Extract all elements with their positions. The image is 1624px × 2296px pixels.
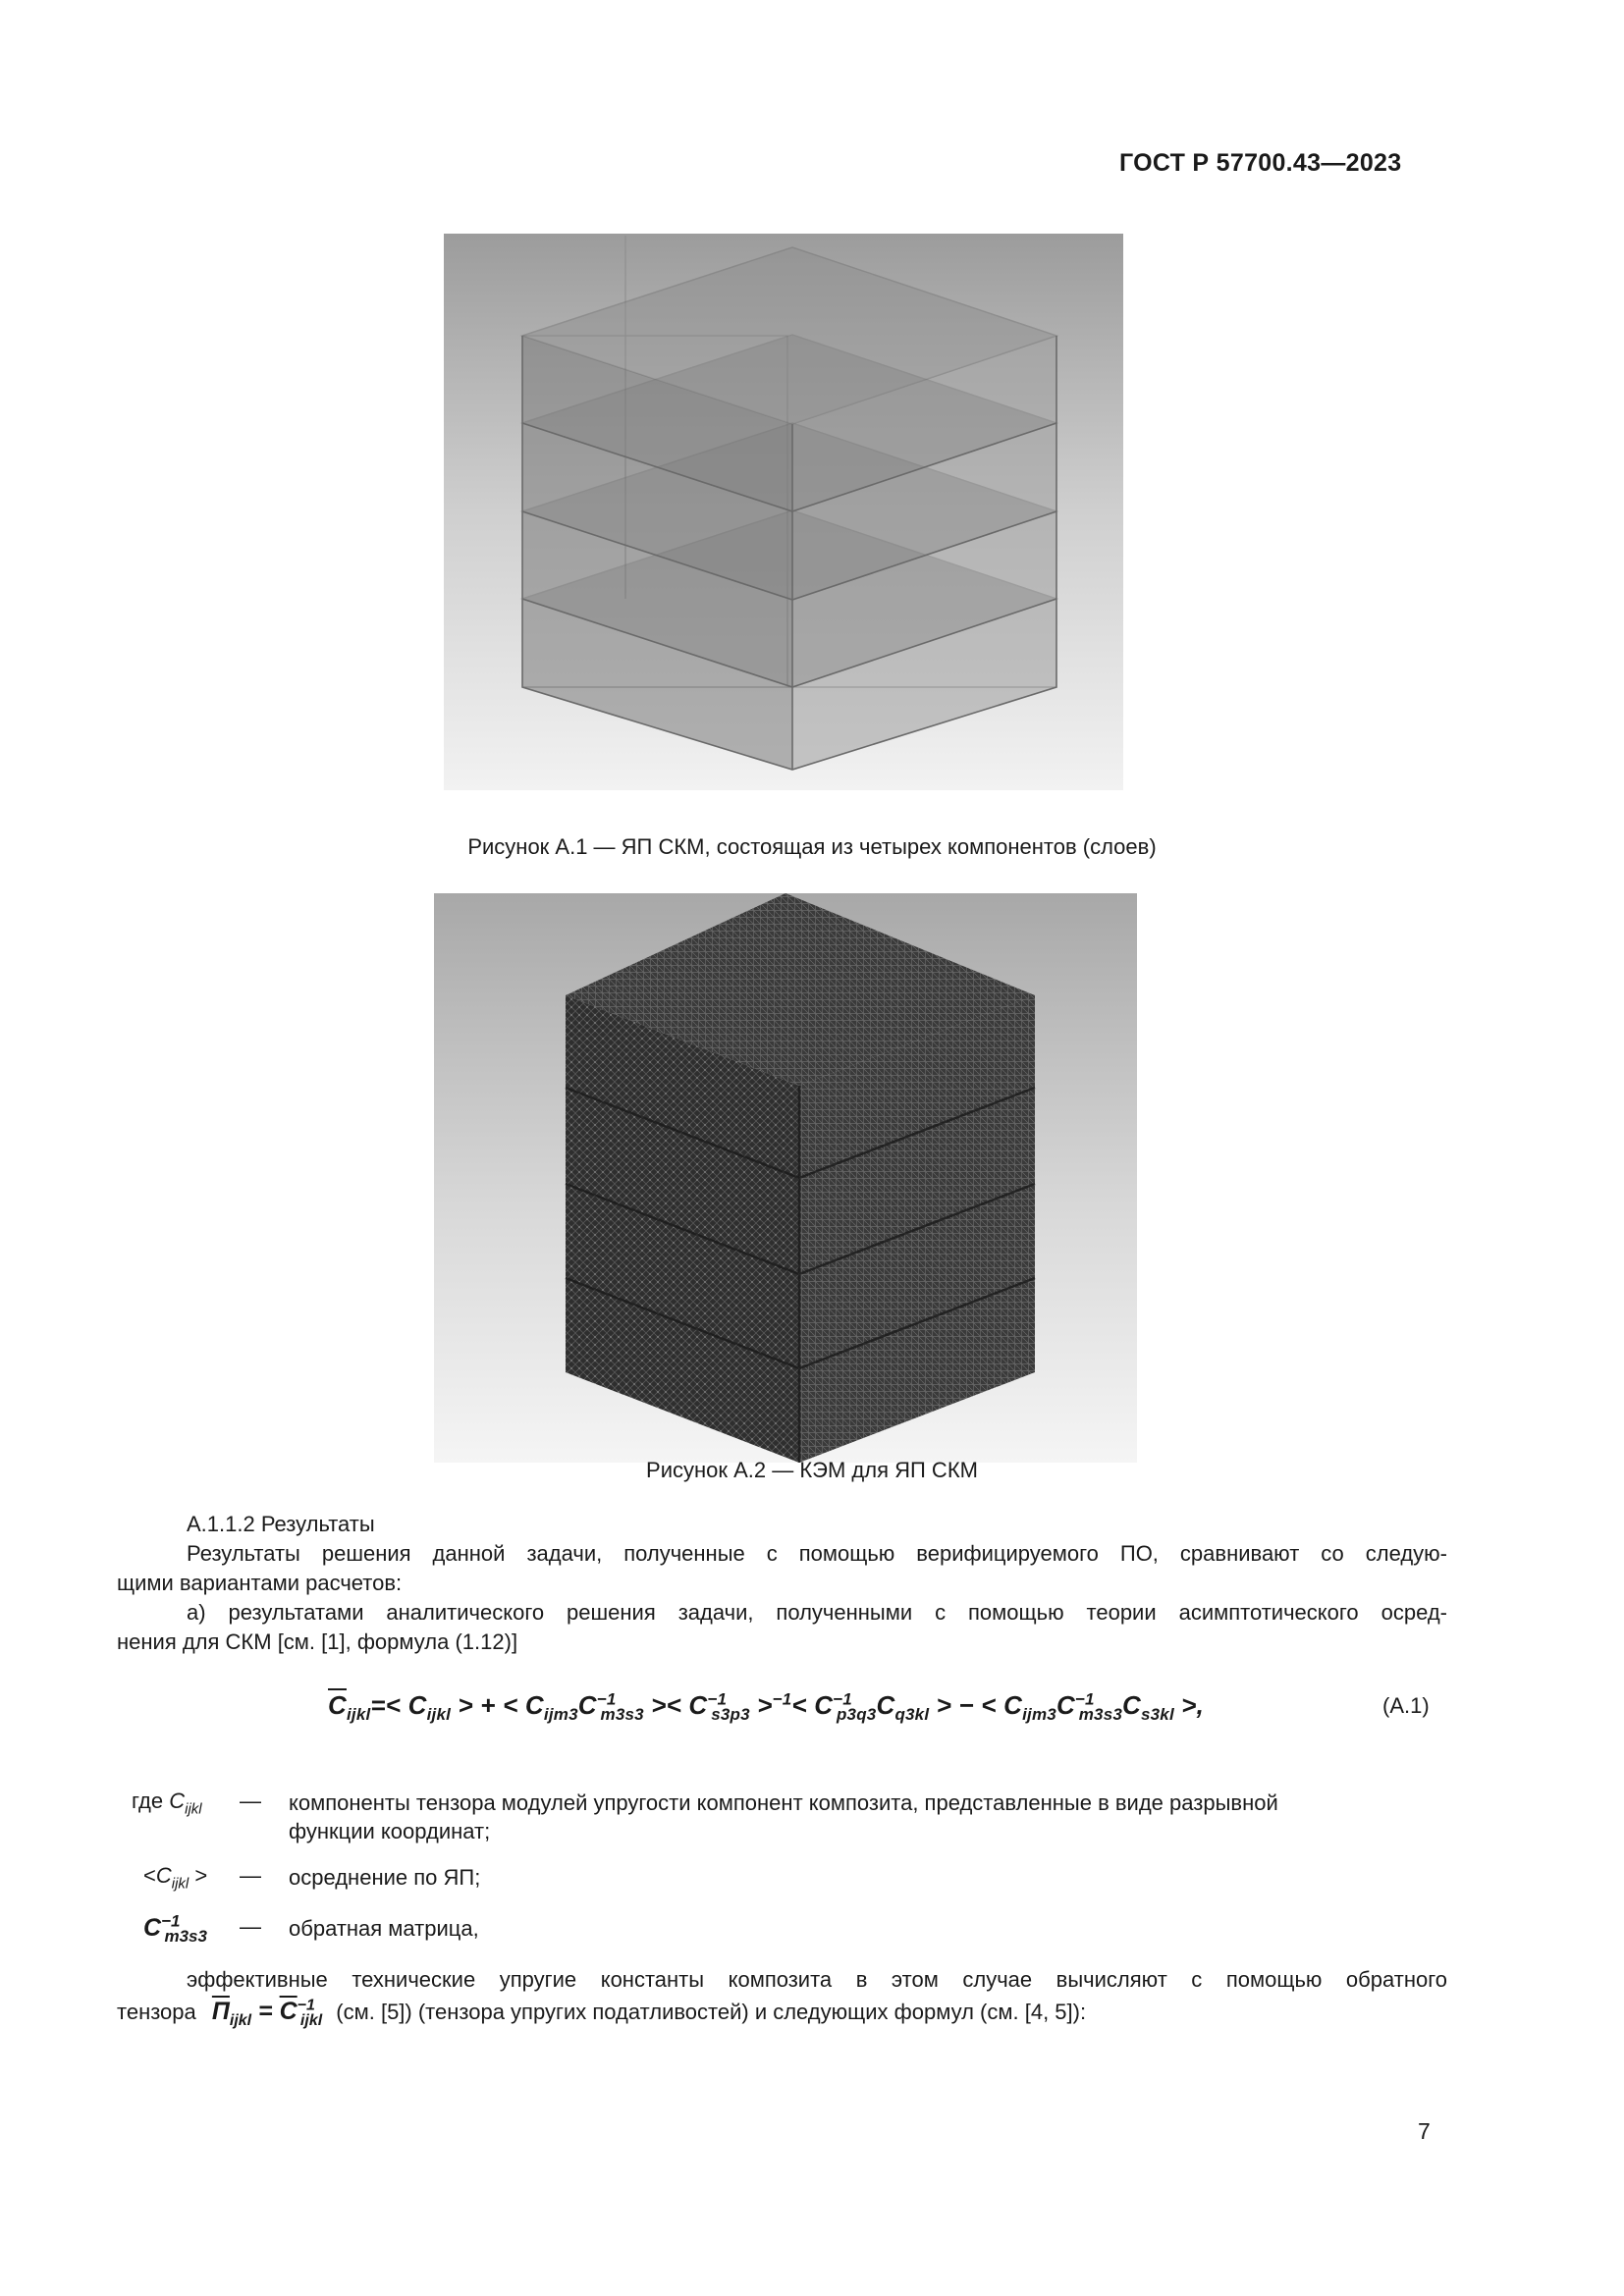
eq-t4b: C [876,1690,895,1720]
definition-1-line-2: функции координат; [289,1819,491,1843]
layered-cube-drawing [444,234,1123,790]
closing-line-2 [117,1997,1086,2027]
eq-op6: >, [1173,1690,1205,1720]
figure2-caption: Рисунок А.2 — КЭМ для ЯП СКМ [646,1458,978,1482]
eq-t2a-sub: ijm3 [543,1705,578,1725]
closing-line-1: эффективные технические упругие константы композита в этом случае вычисляют с помощью обратного [187,1967,1447,1992]
eq-t3-sub: s3p3 [711,1705,750,1725]
def3-sub: m3s3 [164,1927,207,1946]
equation-a1 [328,1689,1205,1725]
definition-1-term [132,1789,202,1818]
meshed-cube-drawing [434,893,1137,1463]
document-header: ГОСТ Р 57700.43—2023 [1119,149,1402,177]
def2-sub: ijkl [171,1875,189,1893]
definition-2-dash: — [240,1863,261,1888]
eq-t1-sub: ijkl [426,1705,452,1725]
def2-close: > [189,1863,208,1888]
eq-t2a: C [524,1690,544,1720]
closing-p-sub: ijkl [229,2012,252,2029]
closing-c-symbol: $\overline{C}$ [279,1998,298,2025]
closing-p-symbol: П [211,1998,230,2025]
eq-lhs-symbol: $\overline{C}$ [328,1690,347,1720]
def1-sub: ijkl [185,1800,202,1818]
equation-number: (А.1) [1382,1693,1430,1718]
eq-t4a-sub: p3q3 [836,1705,877,1725]
eq-t5a: C [1003,1690,1023,1720]
closing-c-sub: ijkl [299,2012,323,2029]
eq-t5b-sub: m3s3 [1078,1705,1122,1725]
eq-t2b-sub: m3s3 [600,1705,644,1725]
eq-op3: > [749,1690,773,1720]
figure-meshed-cube [434,893,1137,1463]
eq-t5b: C [1056,1690,1075,1720]
eq-t4b-sub: q3kl [894,1705,930,1725]
closing-suffix: (см. [5]) (тензора упругих податливостей) и следующих формул (см. [4, 5]): [336,2000,1087,2024]
eq-t4a: C [814,1690,834,1720]
def3-symbol: C [143,1914,162,1942]
definition-1-line-1: компоненты тензора модулей упругости компонент композита, представленные в виде разрывной [289,1790,1278,1815]
page-number: 7 [1418,2118,1431,2144]
definition-3-term [143,1911,207,1946]
closing-prefix: тензора [117,2000,196,2024]
def2-open: < [143,1863,156,1888]
eq-t2b-sup: −1 [596,1689,617,1709]
definition-2-term [143,1863,208,1893]
eq-t5c: C [1122,1690,1141,1720]
eq-equals: =< [370,1690,402,1720]
definition-2-text: осреднение по ЯП; [289,1865,481,1890]
eq-t5b-sup: −1 [1074,1689,1095,1709]
paragraph-1-line-1: Результаты решения данной задачи, полученные с помощью верифицируемого ПО, сравнивают со следую- [187,1541,1447,1566]
eq-op5: > − < [929,1690,1004,1720]
figure1-caption: Рисунок А.1 — ЯП СКМ, состоящая из четырех компонентов (слоев) [467,834,1157,859]
eq-op3-sup: −1 [772,1689,792,1709]
def1-symbol: C [169,1789,186,1813]
closing-c-sup: −1 [297,1997,315,2014]
eq-t5a-sub: ijm3 [1022,1705,1056,1725]
def3-sup: −1 [161,1911,181,1931]
figure-layered-cube [444,234,1123,790]
eq-op4: < [791,1690,815,1720]
eq-t2b: C [577,1690,597,1720]
eq-lhs-sub: ijkl [346,1705,371,1725]
paragraph-2-line-2: нения для СКМ [см. [1], формула (1.12)] [117,1629,518,1654]
paragraph-1-line-2: щими вариантами расчетов: [117,1571,403,1595]
eq-t1: C [407,1690,427,1720]
eq-op2: >< [643,1690,689,1720]
paragraph-2-line-1: а) результатами аналитического решения задачи, полученными с помощью теории асимптотического осред- [187,1600,1447,1625]
closing-eq: = [251,1998,280,2025]
eq-op1: > + < [451,1690,525,1720]
def2-symbol: C [155,1863,172,1888]
definition-1-dash: — [240,1789,261,1813]
closing-formula [211,1997,323,2029]
section-title: А.1.1.2 Результаты [187,1512,375,1536]
eq-t4a-sup: −1 [833,1689,852,1709]
def1-prefix: где [132,1789,170,1813]
definition-3-text: обратная матрица, [289,1916,479,1941]
definition-1-text [289,1789,1437,1845]
eq-t5c-sub: s3kl [1140,1705,1174,1725]
definition-3-dash: — [240,1914,261,1939]
eq-t3-sup: −1 [707,1689,728,1709]
eq-t3: C [688,1690,708,1720]
